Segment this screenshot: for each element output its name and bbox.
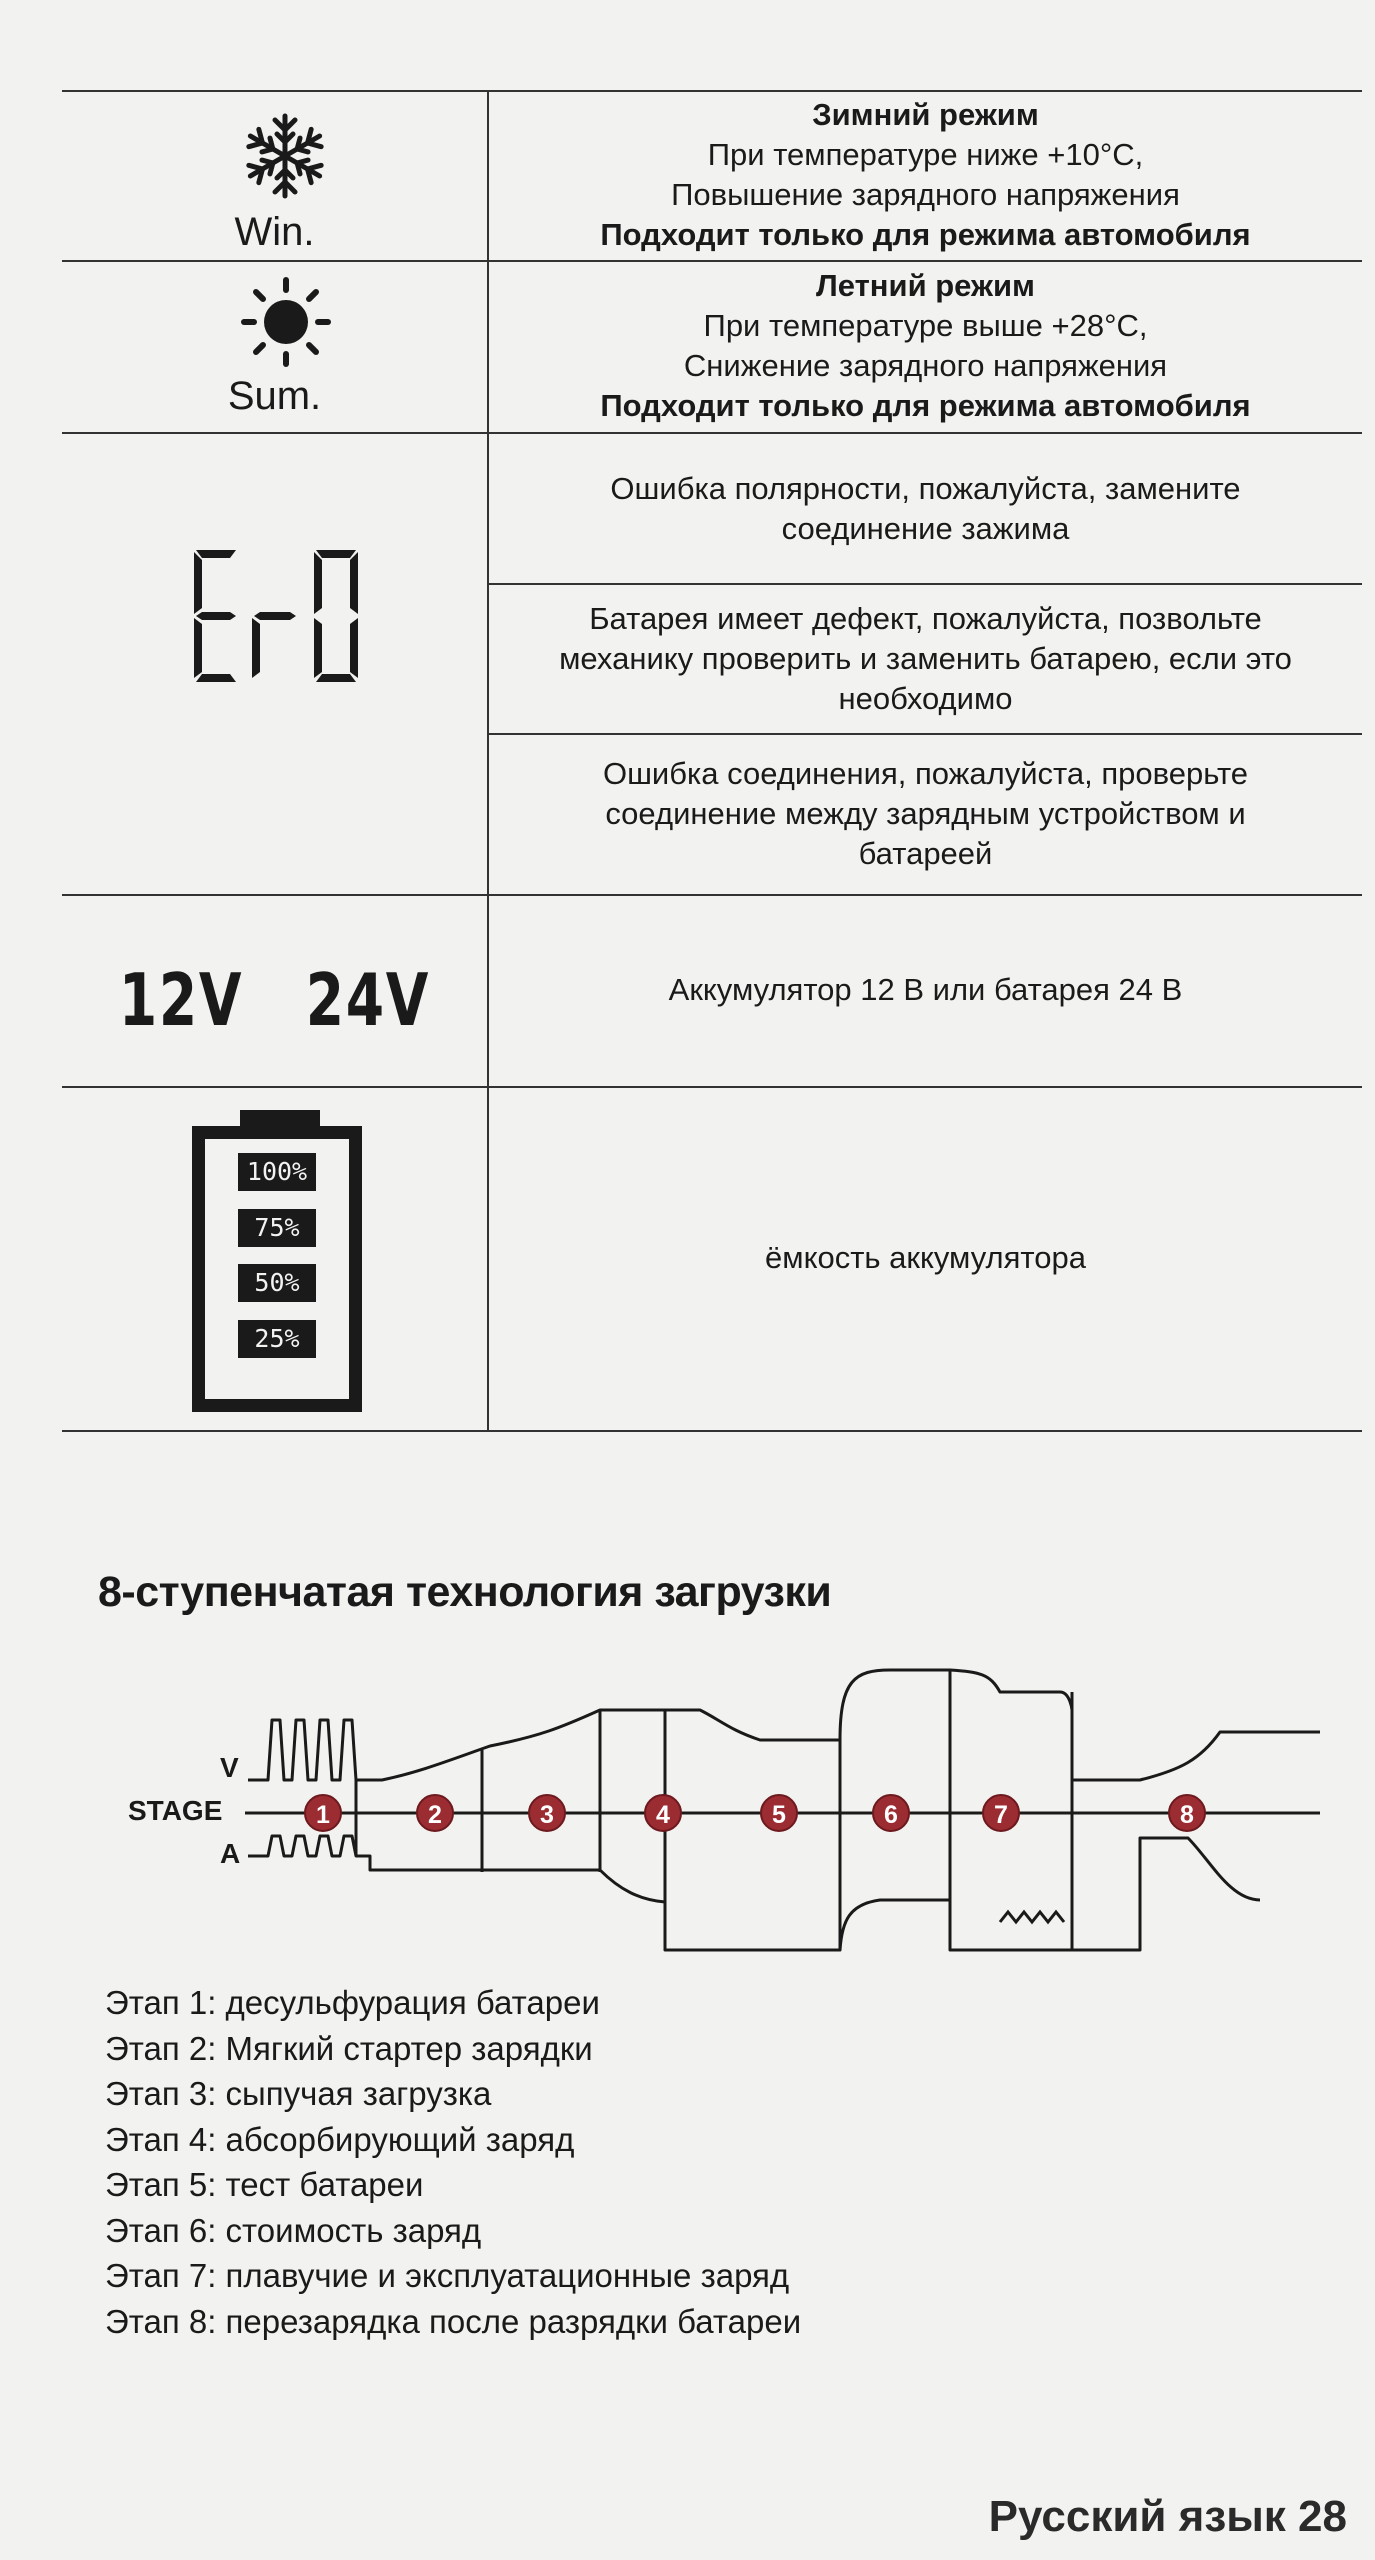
- row-voltage: [62, 896, 1362, 1088]
- list-item: Этап 2: Мягкий стартер зарядки: [105, 2029, 593, 2067]
- winter-title: Зимний режим: [812, 97, 1039, 132]
- row-summer-mode: [62, 262, 1362, 434]
- error-display-icon: [190, 546, 370, 686]
- error-icon-cell: [62, 434, 489, 894]
- footer-language: Русский язык: [988, 2492, 1286, 2541]
- stages-list: [105, 1980, 801, 2344]
- list-item: Этап 7: плавучие и эксплуатационные заряд: [105, 2257, 790, 2294]
- voltage-text: Аккумулятор 12 В или батарея 24 В: [668, 972, 1183, 1007]
- winter-note: Подходит только для режима автомобиля: [600, 217, 1251, 252]
- row-error-codes: [62, 434, 1362, 896]
- error-battery-defect-text: Батарея имеет дефект, пожалуйста, позвольте механику проверить и заменить батарею, если это необходимо: [559, 601, 1292, 716]
- stage-badge-8: 8: [1168, 1794, 1206, 1832]
- summer-title: Летний режим: [816, 268, 1035, 303]
- winter-voltage-change: Повышение зарядного напряжения: [671, 177, 1180, 212]
- current-axis-label: A: [220, 1838, 241, 1869]
- battery-level-75: 75%: [238, 1209, 316, 1247]
- summer-label: Sum.: [227, 374, 322, 418]
- snowflake-icon: [239, 110, 331, 202]
- capacity-text: ёмкость аккумулятора: [765, 1240, 1086, 1275]
- section-heading: 8-ступенчатая технология загрузки: [98, 1568, 832, 1616]
- winter-temperature: При температуре ниже +10°C,: [707, 137, 1144, 172]
- voltage-display: 12V 24V: [118, 958, 431, 1042]
- row-capacity: [62, 1088, 1362, 1432]
- battery-icon-cell: [62, 1088, 489, 1430]
- list-item: Этап 6: стоимость заряд: [105, 2211, 482, 2249]
- voltage-axis-label: V: [220, 1752, 239, 1783]
- list-item: Этап 4: абсорбирующий заряд: [105, 2120, 575, 2158]
- list-item: Этап 5: тест батареи: [105, 2166, 424, 2203]
- row-winter-mode: [62, 90, 1362, 262]
- list-item: Этап 3: сыпучая загрузка: [105, 2075, 492, 2112]
- stage-badge-6: 6: [872, 1794, 910, 1832]
- error-polarity-text: Ошибка полярности, пожалуйста, замените соединение зажима: [610, 470, 1241, 546]
- sun-icon: [240, 276, 332, 368]
- voltage-current-curves: [120, 1660, 1320, 1960]
- page-number: 28: [1298, 2492, 1347, 2541]
- battery-level-25: 25%: [238, 1320, 316, 1358]
- charging-stages-diagram: [120, 1660, 1320, 1960]
- stage-badge-3: 3: [528, 1794, 566, 1832]
- stage-badge-5: 5: [760, 1794, 798, 1832]
- winter-icon-cell: [62, 92, 489, 260]
- list-item: Этап 8: перезарядка после разрядки батареи: [105, 2302, 802, 2340]
- indicator-table: [62, 90, 1362, 1432]
- summer-note: Подходит только для режима автомобиля: [600, 388, 1251, 423]
- page-footer: [989, 2492, 1347, 2542]
- stage-badge-2: 2: [416, 1794, 454, 1832]
- stage-badge-1: 1: [304, 1794, 342, 1832]
- summer-icon-cell: [62, 262, 489, 432]
- stage-axis-label: STAGE: [128, 1795, 223, 1826]
- list-item: Этап 1: десульфурация батареи: [105, 1984, 600, 2021]
- battery-level-100: 100%: [238, 1153, 316, 1191]
- winter-label: Win.: [234, 210, 315, 254]
- voltage-icon-cell: [62, 896, 489, 1086]
- stage-badge-4: 4: [644, 1794, 682, 1832]
- error-connection-text: Ошибка соединения, пожалуйста, проверьте соединение между зарядным устройством и батареей: [602, 755, 1249, 871]
- summer-voltage-change: Снижение зарядного напряжения: [683, 348, 1168, 383]
- summer-temperature: При температуре выше +28°C,: [703, 308, 1148, 343]
- battery-level-50: 50%: [238, 1264, 316, 1302]
- stage-badge-7: 7: [982, 1794, 1020, 1832]
